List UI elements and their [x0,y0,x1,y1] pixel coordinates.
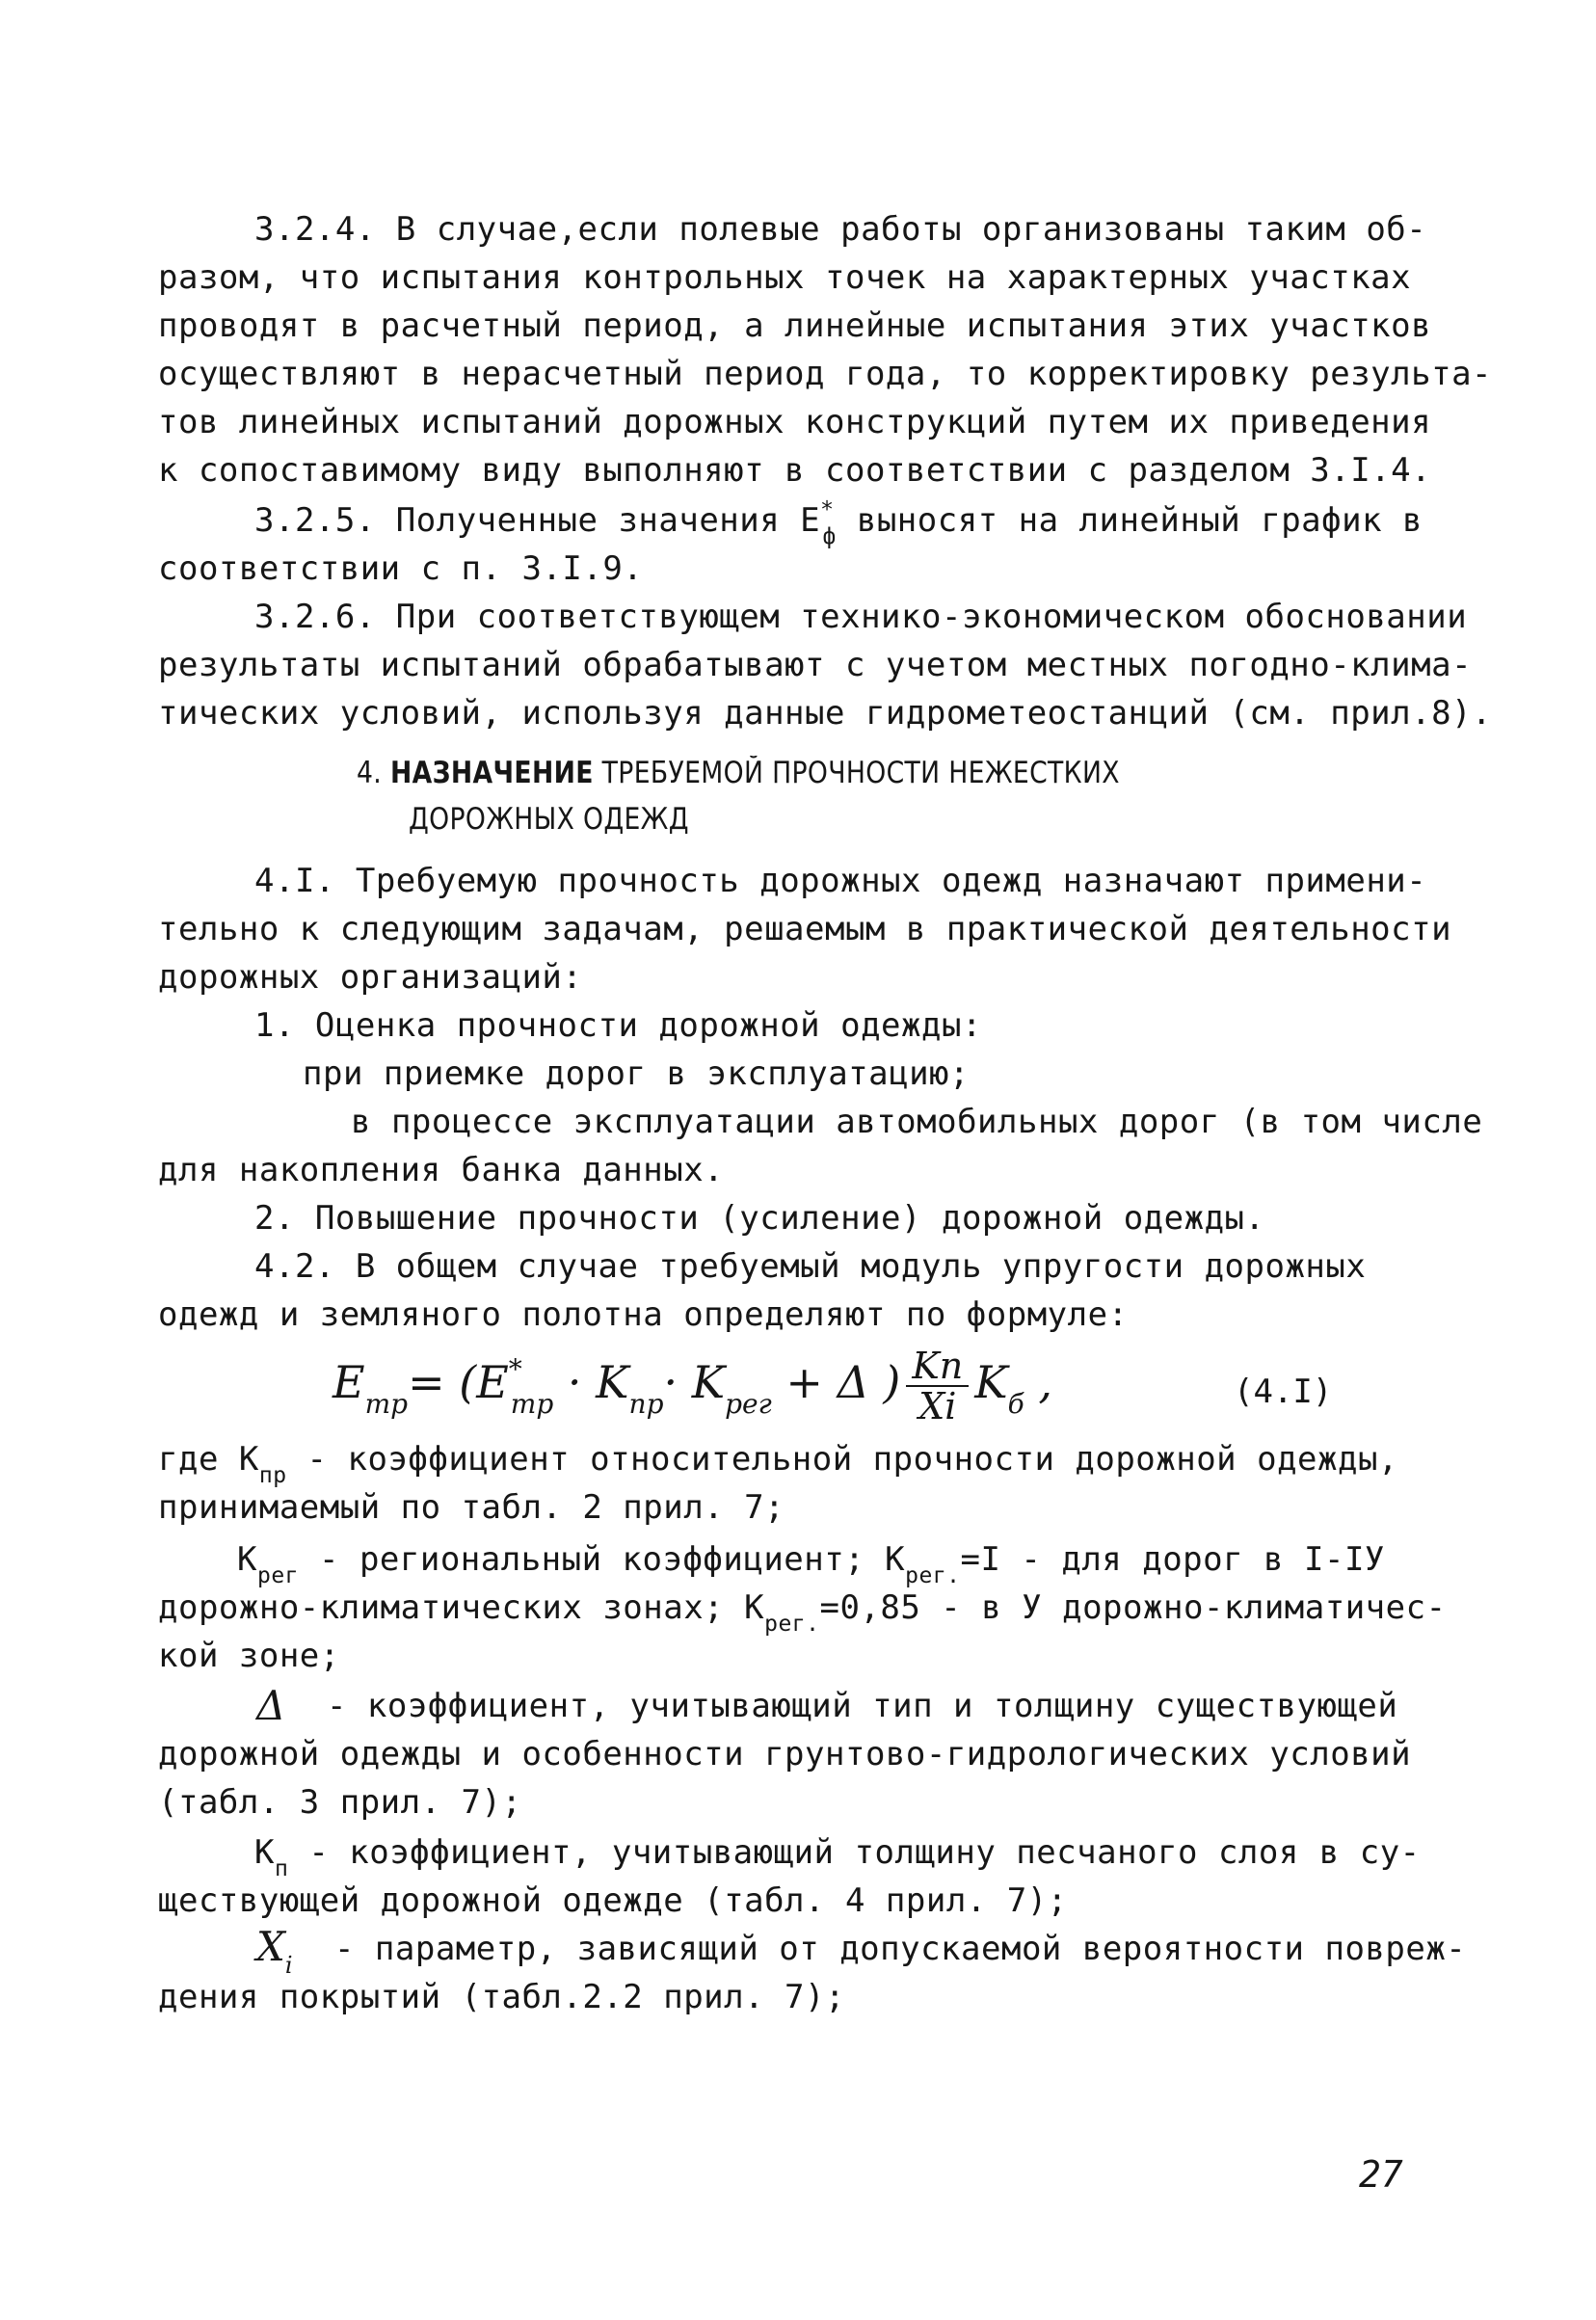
e-f-subscript: ф [822,524,837,549]
formula-fraction [906,1347,969,1426]
formula-tr2-subscript: тр [510,1388,554,1420]
para-3-2-4-line-5: тов линейных испытаний дорожных конструкций путем их приведения [158,403,1432,441]
def-kp-text: - коэффициент, учитывающий толщину песчаного слоя в су- [288,1833,1421,1872]
para-3-2-4-line-6: к сопоставимому виду выполняют в соответствии с разделом 3.I.4. [158,451,1432,490]
equation-number: (4.I) [1234,1373,1333,1411]
para-3-2-6-line-3: тических условий, используя данные гидрометеостанций (см. прил.8). [158,694,1493,733]
def-kp-line-2: ществующей дорожной одежде (табл. 4 прил. 7); [158,1881,1068,1920]
para-3-2-4-line-3: проводят в расчетный период, а линейные испытания этих участков [158,307,1432,345]
formula-dot-1: · [553,1356,597,1408]
def-kreg-text-end: =I - для дорог в I-IУ [960,1540,1385,1579]
formula-dot-2: · [663,1356,692,1408]
formula-equals: = ( [408,1356,477,1408]
formula-denominator: Xi [918,1385,957,1427]
list-item-1: 1. Оценка прочности дорожной одежды: [254,1006,982,1045]
formula-tr-subscript: тр [364,1388,409,1420]
formula-b-subscript: б [1007,1388,1024,1420]
delta-symbol: Δ [256,1682,286,1729]
def-kreg-subscript: рег [256,1563,300,1588]
def-kreg-line-1 [237,1540,1385,1588]
formula-reg-subscript: рег [725,1388,772,1420]
para-4-1-line-3: дорожных организаций: [158,958,583,997]
def-kpr-symbol: где К [158,1440,259,1479]
def-delta-line-1: - коэффициент, учитывающий тип и толщину существующей [306,1687,1398,1725]
para-3-2-6-line-2: результаты испытаний обрабатывают с учетом местных погодно-клима- [158,646,1473,684]
def-delta-line-2: дорожной одежды и особенности грунтово-гидрологических условий [158,1735,1412,1773]
para-3-2-5-text: 3.2.5. Полученные значения Е [254,501,821,540]
para-4-2-line-2: одежд и земляного полотна определяют по формуле: [158,1295,1129,1334]
formula-star: * [508,1353,522,1385]
section-title-bold: НАЗНАЧЕНИЕ [389,756,594,790]
formula-k-reg: K [691,1356,726,1408]
def-delta-line-3: (табл. 3 прил. 7); [158,1783,522,1822]
def-kreg-text: - региональный коэффициент; К [299,1540,906,1579]
para-4-2-line-1: 4.2. В общем случае требуемый модуль упругости дорожных [254,1247,1367,1286]
list-item-1-b-line-2: для накопления банка данных. [158,1151,725,1189]
para-4-1-line-2: тельно к следующим задачам, решаемым в практической деятельности [158,910,1452,948]
def-kreg-symbol: К [237,1540,257,1579]
formula-plus-delta: + Δ ) [771,1356,901,1408]
formula-pr-subscript: пр [628,1388,664,1420]
para-3-2-5-line-2: соответствии с п. 3.I.9. [158,549,644,588]
para-3-2-5-text-end: выносят на линейный график в [836,501,1423,540]
list-item-1-a: при приемке дорог в эксплуатацию; [303,1054,971,1093]
para-3-2-4-line-4: осуществляют в нерасчетный период года, то корректировку результа- [158,355,1493,393]
section-number: 4. [357,756,383,790]
formula-numerator: Kп [906,1347,969,1387]
def-kreg-line-2 [158,1588,1447,1637]
def-kreg-line-2-text-end: =0,85 - в У дорожно-климатичес- [819,1588,1447,1627]
para-3-2-4-line-1: 3.2.4. В случае,если полевые работы организованы таким об- [254,210,1427,249]
formula-e-star: E [476,1356,509,1408]
formula-k-pr: K [596,1356,629,1408]
def-kpr-line-1 [158,1440,1398,1488]
list-item-1-b-line-1: в процессе эксплуатации автомобильных дорог (в том числе [351,1103,1483,1141]
para-4-1-line-1: 4.I. Требуемую прочность дорожных одежд назначают примени- [254,862,1427,900]
def-kreg-subscript-2: рег. [905,1563,961,1588]
def-kreg-line-2-text: дорожно-климатических зонах; К [158,1588,765,1627]
xi-letter: X [256,1923,285,1970]
def-kpr-subscript: пр [258,1463,287,1488]
def-xi-line-1: - параметр, зависящий от допускаемой вероятности повреж- [314,1930,1467,1968]
formula-comma: , [1024,1356,1052,1408]
xi-subscript: i [284,1952,293,1979]
section-4-heading-line-2: ДОРОЖНЫХ ОДЕЖД [409,802,689,837]
section-4-heading [357,754,1120,792]
def-xi-line-2: дения покрытий (табл.2.2 прил. 7); [158,1978,845,2016]
formula-e: E [332,1356,365,1408]
section-title-rest: ТРЕБУЕМОЙ ПРОЧНОСТИ НЕЖЕСТКИХ [593,756,1120,790]
formula-k-b: K [974,1356,1008,1408]
page-number: 27 [1359,2153,1403,2196]
para-3-2-6-line-1: 3.2.6. При соответствующем технико-экономическом обосновании [254,598,1468,636]
def-kreg-line-3: кой зоне; [158,1637,340,1675]
formula-4-1 [332,1347,1052,1426]
xi-symbol [256,1923,293,1979]
def-kp-line-1 [254,1833,1421,1881]
def-kpr-line-2: принимаемый по табл. 2 прил. 7; [158,1488,785,1527]
para-3-2-4-line-2: разом, что испытания контрольных точек на характерных участках [158,258,1412,297]
def-kreg-line-2-subscript: рег. [764,1612,820,1637]
list-item-2: 2. Повышение прочности (усиление) дорожной одежды. [254,1199,1265,1238]
def-kp-symbol: К [254,1833,275,1872]
e-star-superscript: * [820,497,835,522]
def-kpr-text: - коэффициент относительной прочности дорожной одежды, [286,1440,1398,1479]
para-3-2-5-line-1 [254,497,1423,549]
def-kp-subscript: п [274,1856,289,1881]
